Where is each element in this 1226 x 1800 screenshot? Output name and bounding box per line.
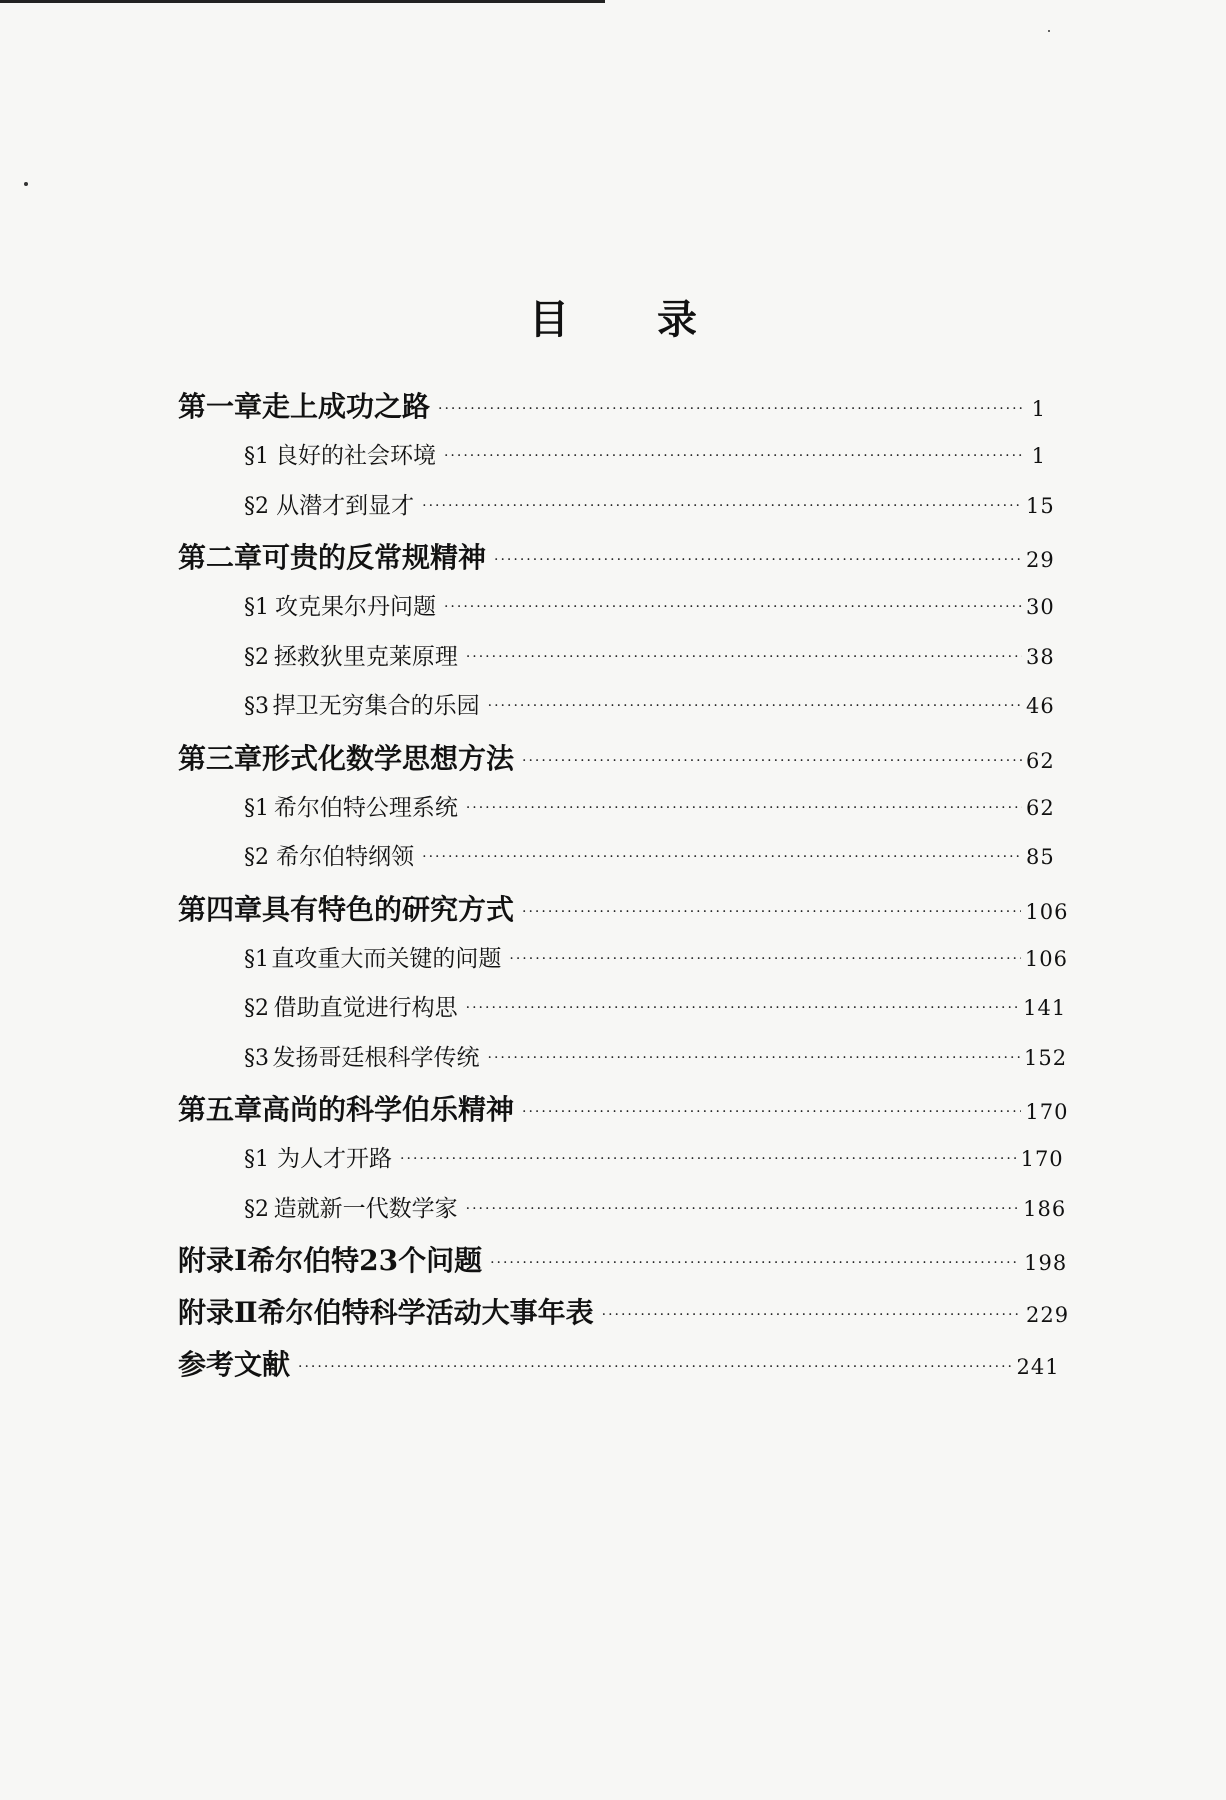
page-number: 46 [1026, 694, 1055, 718]
title-char: 录 [657, 296, 697, 343]
page-number: 29 [1026, 548, 1055, 572]
chapter-number: 参考文献 [178, 1348, 291, 1381]
toc-section-row [178, 487, 1055, 537]
scan-speck [24, 182, 28, 186]
toc-section-row [178, 1190, 1067, 1240]
toc-chapter-row [178, 536, 1055, 588]
chapter-title: 可贵的反常规精神 [262, 541, 487, 574]
section-number: §2 [244, 1196, 269, 1222]
section-title: 直攻重大而关键的问题 [271, 945, 502, 972]
toc-section-row [178, 638, 1055, 688]
title-char: 目 [529, 296, 569, 343]
section-title: 造就新一代数学家 [273, 1195, 458, 1222]
toc-chapter-row [178, 1291, 1070, 1343]
section-title: 为人才开路 [277, 1146, 393, 1172]
leader-dots [466, 1201, 1020, 1217]
section-number: §1 [244, 946, 269, 972]
chapter-title: 具有特色的研究方式 [262, 892, 515, 926]
section-title: 从潜才到显才 [276, 492, 415, 519]
section-title: 捍卫无穷集合的乐园 [272, 693, 480, 719]
top-scan-rule [0, 0, 605, 3]
section-title: 借助直觉进行构思 [273, 995, 458, 1021]
scan-speck [1048, 30, 1050, 32]
chapter-title: 高尚的科学伯乐精神 [262, 1093, 515, 1126]
page-number: 1 [1031, 444, 1046, 468]
chapter-title: 走上成功之路 [262, 390, 431, 423]
toc-section-row [178, 1039, 1068, 1089]
page-number: 141 [1023, 996, 1067, 1020]
page-number: 38 [1026, 644, 1055, 669]
page-number: 1 [1031, 397, 1046, 421]
toc-chapter-row [178, 888, 1069, 940]
leader-dots [494, 552, 1022, 568]
section-title: 良好的社会环境 [274, 443, 436, 469]
section-title: 发扬哥廷根科学传统 [272, 1044, 480, 1071]
page-number: 152 [1024, 1045, 1068, 1070]
leader-dots [466, 649, 1022, 665]
toc-section-row [178, 789, 1055, 839]
toc-section-row [178, 838, 1055, 888]
page-number: 106 [1024, 946, 1068, 971]
section-number: §3 [244, 1045, 269, 1071]
toc-chapter-row [178, 737, 1055, 789]
toc-section-row [178, 1140, 1064, 1190]
leader-dots [602, 1307, 1022, 1323]
leader-dots [422, 849, 1022, 865]
leader-dots [422, 498, 1022, 514]
leader-dots [400, 1151, 1017, 1167]
section-number: §2 [244, 996, 269, 1021]
chapter-title: 希尔伯特23个问题 [247, 1244, 483, 1277]
page-number: 62 [1026, 795, 1055, 820]
page-number: 62 [1026, 748, 1055, 773]
leader-dots [522, 904, 1021, 920]
section-title: 希尔伯特纲领 [276, 844, 415, 870]
page-title [0, 288, 1226, 345]
chapter-number: 第一章 [178, 390, 263, 423]
section-title: 攻克果尔丹问题 [274, 594, 436, 620]
leader-dots [522, 753, 1022, 769]
table-of-contents [178, 385, 1070, 1395]
section-title: 希尔伯特公理系统 [273, 794, 458, 821]
section-number: §2 [244, 845, 269, 870]
chapter-number: 第五章 [178, 1093, 263, 1126]
toc-chapter-row [178, 1343, 1060, 1395]
page-number: 30 [1026, 595, 1055, 619]
chapter-number: 附录Ⅱ [178, 1296, 258, 1329]
leader-dots [488, 1050, 1021, 1066]
chapter-number: 第四章 [178, 892, 263, 926]
leader-dots [488, 698, 1022, 714]
toc-section-row [178, 940, 1068, 990]
toc-section-row [178, 687, 1055, 737]
page-number: 85 [1026, 845, 1055, 869]
leader-dots [444, 448, 1022, 464]
leader-dots [509, 951, 1021, 967]
page-number: 229 [1026, 1303, 1070, 1327]
chapter-title: 希尔伯特科学活动大事年表 [257, 1296, 594, 1329]
page-number: 241 [1016, 1355, 1060, 1379]
page-number: 170 [1020, 1147, 1064, 1171]
toc-section-row [178, 437, 1046, 487]
section-number: §3 [244, 694, 269, 719]
section-number: §1 [244, 795, 269, 821]
toc-section-row [178, 588, 1055, 638]
page-number: 15 [1026, 493, 1055, 518]
toc-section-row [178, 989, 1067, 1039]
toc-chapter-row [178, 1088, 1069, 1140]
leader-dots [490, 1255, 1020, 1271]
section-number: §1 [244, 595, 269, 620]
leader-dots [522, 1104, 1021, 1120]
section-number: §1 [244, 444, 269, 469]
leader-dots [438, 401, 1022, 417]
leader-dots [444, 599, 1022, 615]
toc-chapter-row [178, 1239, 1068, 1291]
leader-dots [298, 1359, 1013, 1375]
section-title: 拯救狄里克莱原理 [273, 643, 458, 670]
chapter-number: 第二章 [178, 541, 263, 574]
chapter-number: 附录Ⅰ [178, 1244, 248, 1277]
section-number: §2 [244, 644, 269, 670]
toc-chapter-row [178, 385, 1046, 437]
leader-dots [466, 1000, 1020, 1016]
section-number: §1 [244, 1147, 269, 1172]
page-number: 186 [1023, 1196, 1067, 1221]
page-number: 198 [1024, 1251, 1068, 1275]
page-number: 106 [1025, 899, 1069, 924]
chapter-number: 第三章 [178, 741, 263, 775]
section-number: §2 [244, 493, 269, 519]
leader-dots [466, 800, 1022, 816]
page-number: 170 [1025, 1100, 1069, 1124]
chapter-title: 形式化数学思想方法 [262, 741, 515, 775]
